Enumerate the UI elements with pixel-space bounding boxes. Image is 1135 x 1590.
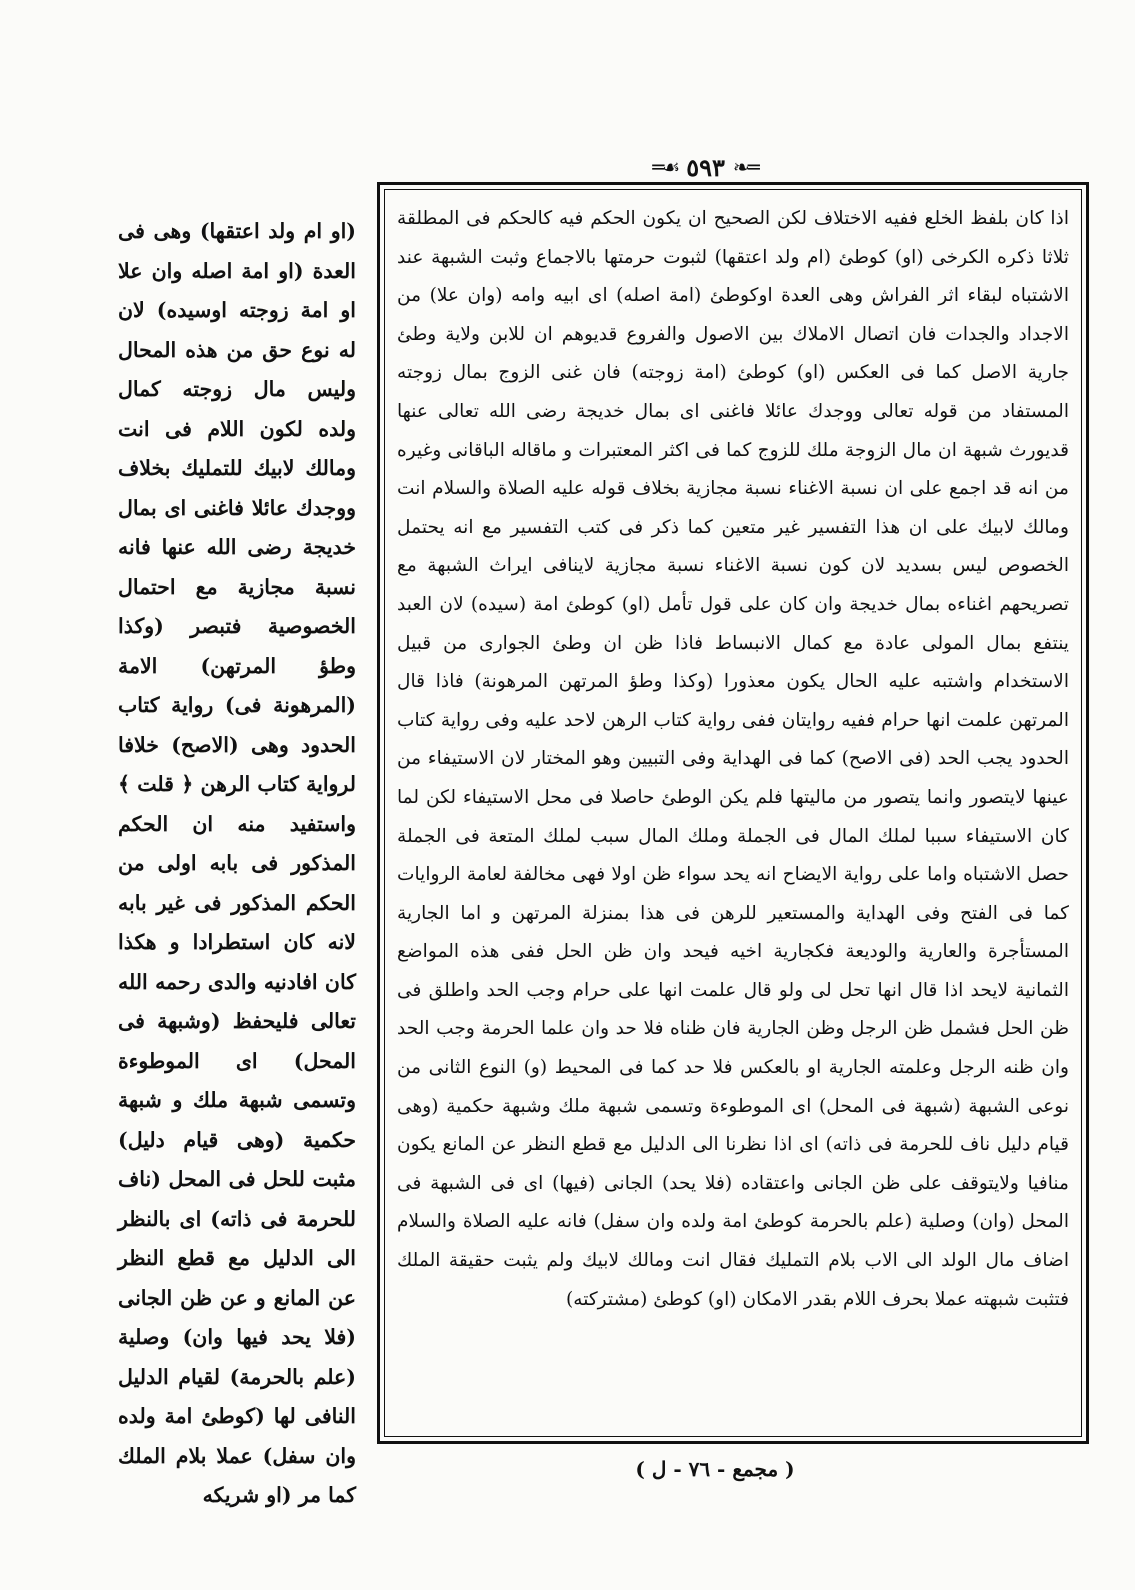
right-ornament: ❧═ — [732, 155, 758, 179]
main-text-inner-frame — [384, 189, 1082, 1437]
printer-signature: ( مجمع - ٧٦ - ل ) — [635, 1457, 795, 1481]
page-header — [600, 150, 810, 184]
side-column — [118, 212, 356, 1507]
left-ornament: ═☙ — [652, 155, 679, 179]
page-number: ٥٩٣ — [686, 152, 725, 182]
main-text-frame — [377, 182, 1089, 1444]
side-margin-text: (او ام ولد اعتقها) وهى فى العدة (او امة اصله وان علا او امة زوجته اوسيده) لان له نوع حق من هذه المحال وليس مال زوجته كمال ولده لكون اللام فى انت ومالك لابيك للتمليك بخلاف ووجدك عائلا فاغنى اى بمال خديجة رضى الله عنها فانه نسبة مجازية مع احتمال الخصوصية فتبصر (وكذا وطؤ المرتهن) الامة (المرهونة فى) رواية كتاب الحدود وهى (الاصح) خلافا لرواية كتاب الرهن ﴿ قلت ﴾ واستفيد منه ان الحكم المذكور فى بابه اولى من الحكم المذكور فى غير بابه لانه كان استطرادا و هكذا كان افادنيه والدى رحمه الله تعالى فليحفظ (وشبهة فى المحل) اى الموطوءة وتسمى شبهة ملك و شبهة حكمية (وهى قيام دليل) مثبت للحل فى المحل (ناف للحرمة فى ذاته) اى بالنظر الى الدليل مع قطع النظر عن المانع و عن ظن الجانى (فلا يحد فيها وان) وصلية (علم بالحرمة) لقيام الدليل النافى لها (كوطئ امة ولده وان سفل) عملا بلام الملك كما مر (او شريكه — [118, 219, 356, 1507]
main-commentary-text: اذا كان بلفظ الخلع ففيه الاختلاف لكن الصحيح ان يكون الحكم فيه كالحكم فى المطلقة ثلاثا ذكره الكرخى (او) كوطئ (ام ولد اعتقها) لثبوت حرمتها بالاجماع وثبت الشبهة عند الاشتباه لبقاء اثر الفراش وهى العدة اوكوطئ (امة اصله) اى ابيه وامه (وان علا) من الاجداد والجدات فان اتصال الاملاك بين الاصول والفروع قديوهم ان للابن ولاية وطئ جارية الاصل كما فى العكس (او) كوطئ (امة زوجته) فان غنى الزوج بمال زوجته المستفاد من قوله تعالى ووجدك عائلا فاغنى اى بمال خديجة رضى الله تعالى عنها قديورث شبهة ان مال الزوجة ملك للزوج كما فى اكثر المعتبرات و ماقاله الباقانى وغيره من انه قد اجمع على ان نسبة الاغناء نسبة مجازية بخلاف قوله عليه الصلاة والسلام انت ومالك لابيك على ان هذا التفسير غير متعين كما ذكر فى كتب التفسير مع انه يحتمل الخصوص ليس بسديد لان كون نسبة الاغناء نسبة مجازية لاينافى ايراث الشبهة مع تصريحهم اغناءه بمال خديجة وان كان على قول تأمل (او) كوطئ امة (سيده) لان العبد ينتفع بمال المولى عادة مع كمال الانبساط فاذا ظن ان وطئ الجوارى من قبيل الاستخدام واشتبه عليه الحال يكون معذورا (وكذا وطؤ المرتهن المرهونة) فاذا قال المرتهن علمت انها حرام ففيه روايتان ففى رواية كتاب الرهن لاحد عليه وفى رواية كتاب الحدود يجب الحد (فى الاصح) كما فى الهداية وفى التبيين وهو المختار لان الاستيفاء من عينها لايتصور وانما يتصور من ماليتها فلم يكن الوطئ حاصلا فى محل الاستيفاء لكن لما كان الاستيفاء سببا لملك المال فى الجملة وملك المال سبب لملك المتعة فى الجملة حصل الاشتباه واما على رواية الايضاح انه يحد سواء ظن اولا فهى مخالفة لعامة الروايات كما فى الفتح وفى الهداية والمستعير للرهن فى هذا بمنزلة المرتهن و اما الجارية المستأجرة والعارية والوديعة فكجارية اخيه فيحد وان ظن الحل ففى هذه المواضع الثمانية لايحد اذا قال انها تحل لى ولو قال علمت انها على حرام وجب الحد واطلق فى ظن الحل فشمل ظن الرجل وظن الجارية فان ظناه فلا حد وان علما الحرمة وجب الحد وان ظنه الرجل وعلمته الجارية او بالعكس فلا حد كما فى المحيط (و) النوع الثانى من نوعى الشبهة (شبهة فى المحل) اى الموطوءة وتسمى شبهة ملك وشبهة حكمية (وهى قيام دليل ناف للحرمة فى ذاته) اى اذا نظرنا الى الدليل مع قطع النظر عن المانع يكون منافيا ولايتوقف على ظن الجانى واعتقاده (فلا يحد) الجانى (فيها) اى فى الشبهة فى المحل (وان) وصلية (علم بالحرمة كوطئ امة ولده وان سفل) فانه عليه الصلاة والسلام اضاف مال الولد الى الاب بلام التمليك فقال انت ومالك لابيك ولم يثبت حقيقة الملك فتثبت شبهته عملا بحرف اللام بقدر الامكان (او) كوطئ (مشتركته) — [397, 208, 1069, 1310]
